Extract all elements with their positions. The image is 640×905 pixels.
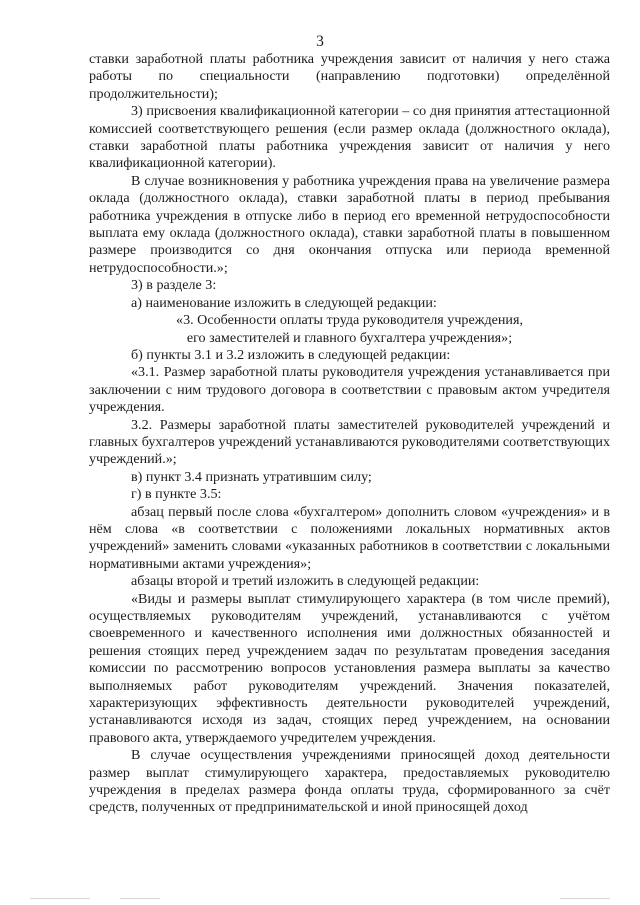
paragraph: абзацы второй и третий изложить в следующей редакции: <box>131 573 480 590</box>
paragraph: 3.2. Размеры заработной платы заместителей руководителей учреждений и главных бухгалтеров учреждений устанавливаются руководителями соответствующих учреждений.»; <box>89 416 610 468</box>
section-title-line: «3. Особенности оплаты труда руководителя учреждения, <box>176 312 523 329</box>
paragraph: г) в пункте 3.5: <box>131 486 222 503</box>
scan-artifact <box>560 898 610 899</box>
section-title-line: его заместителей и главного бухгалтера учреждения»; <box>186 329 513 346</box>
paragraph: б) пункты 3.1 и 3.2 изложить в следующей редакции: <box>131 346 451 363</box>
document-body <box>89 51 610 817</box>
paragraph: абзац первый после слова «бухгалтером» дополнить словом «учреждения» и в нём слова «в соответствии с положениями локальных нормативных актов учреждений» заменить словами «указанных работников в соответствии с локальными нормативными актами учреждения»; <box>89 503 610 572</box>
paragraph: «Виды и размеры выплат стимулирующего характера (в том числе премий), осуществляемых руководителям учреждений, устанавливаются с учётом своевременного и качественного исполнения ими должностных обязанностей и решения стоящих перед учреждением задач по результатам проведения заседания комиссии по рассмотрению вопросов установления размера выплаты за качество выполняемых работ руководителям учреждений. Значения показателей, характеризующих эффективность деятельности руководителей учреждений, устанавливаются исходя из задач, стоящих перед учреждением, на основании правового акта, утверждаемого учредителем учреждения. <box>89 590 610 746</box>
paragraph: а) наименование изложить в следующей редакции: <box>131 294 437 311</box>
paragraph: В случае осуществления учреждениями приносящей доход деятельности размер выплат стимулирующего характера, предоставляемых руководителю учреждения в пределах размера фонда оплаты труда, сформированного за счёт средств, полученных от предпринимательской и иной приносящей доход <box>89 747 610 816</box>
paragraph: «3.1. Размер заработной платы руководителя учреждения устанавливается при заключении с ним трудового договора в соответствии с правовым актом учредителя учреждения. <box>89 364 610 416</box>
scan-artifact <box>30 898 90 899</box>
paragraph: в) пункт 3.4 признать утратившим силу; <box>131 468 372 485</box>
scan-artifact <box>120 898 160 899</box>
paragraph: В случае возникновения у работника учреждения права на увеличение размера оклада (должностного оклада), ставки заработной платы в период пребывания работника учреждения в отпуске либо в период его временной нетрудоспособности выплата ему оклада (должностного оклада), ставки заработной платы в повышенном размере производится со дня окончания отпуска или периода временной нетрудоспособности.»; <box>89 172 610 276</box>
paragraph: ставки заработной платы работника учреждения зависит от наличия у него стажа работы по специальности (направлению подготовки) определённой продолжительности); <box>89 51 610 102</box>
paragraph: 3) в разделе 3: <box>131 277 217 294</box>
paragraph: 3) присвоения квалификационной категории – со дня принятия аттестационной комиссией соответствующего решения (если размер оклада (должностного оклада), ставки заработной платы работника учреждения зависит от наличия у него квалификационной категории). <box>89 103 610 172</box>
page-number: 3 <box>316 33 324 50</box>
